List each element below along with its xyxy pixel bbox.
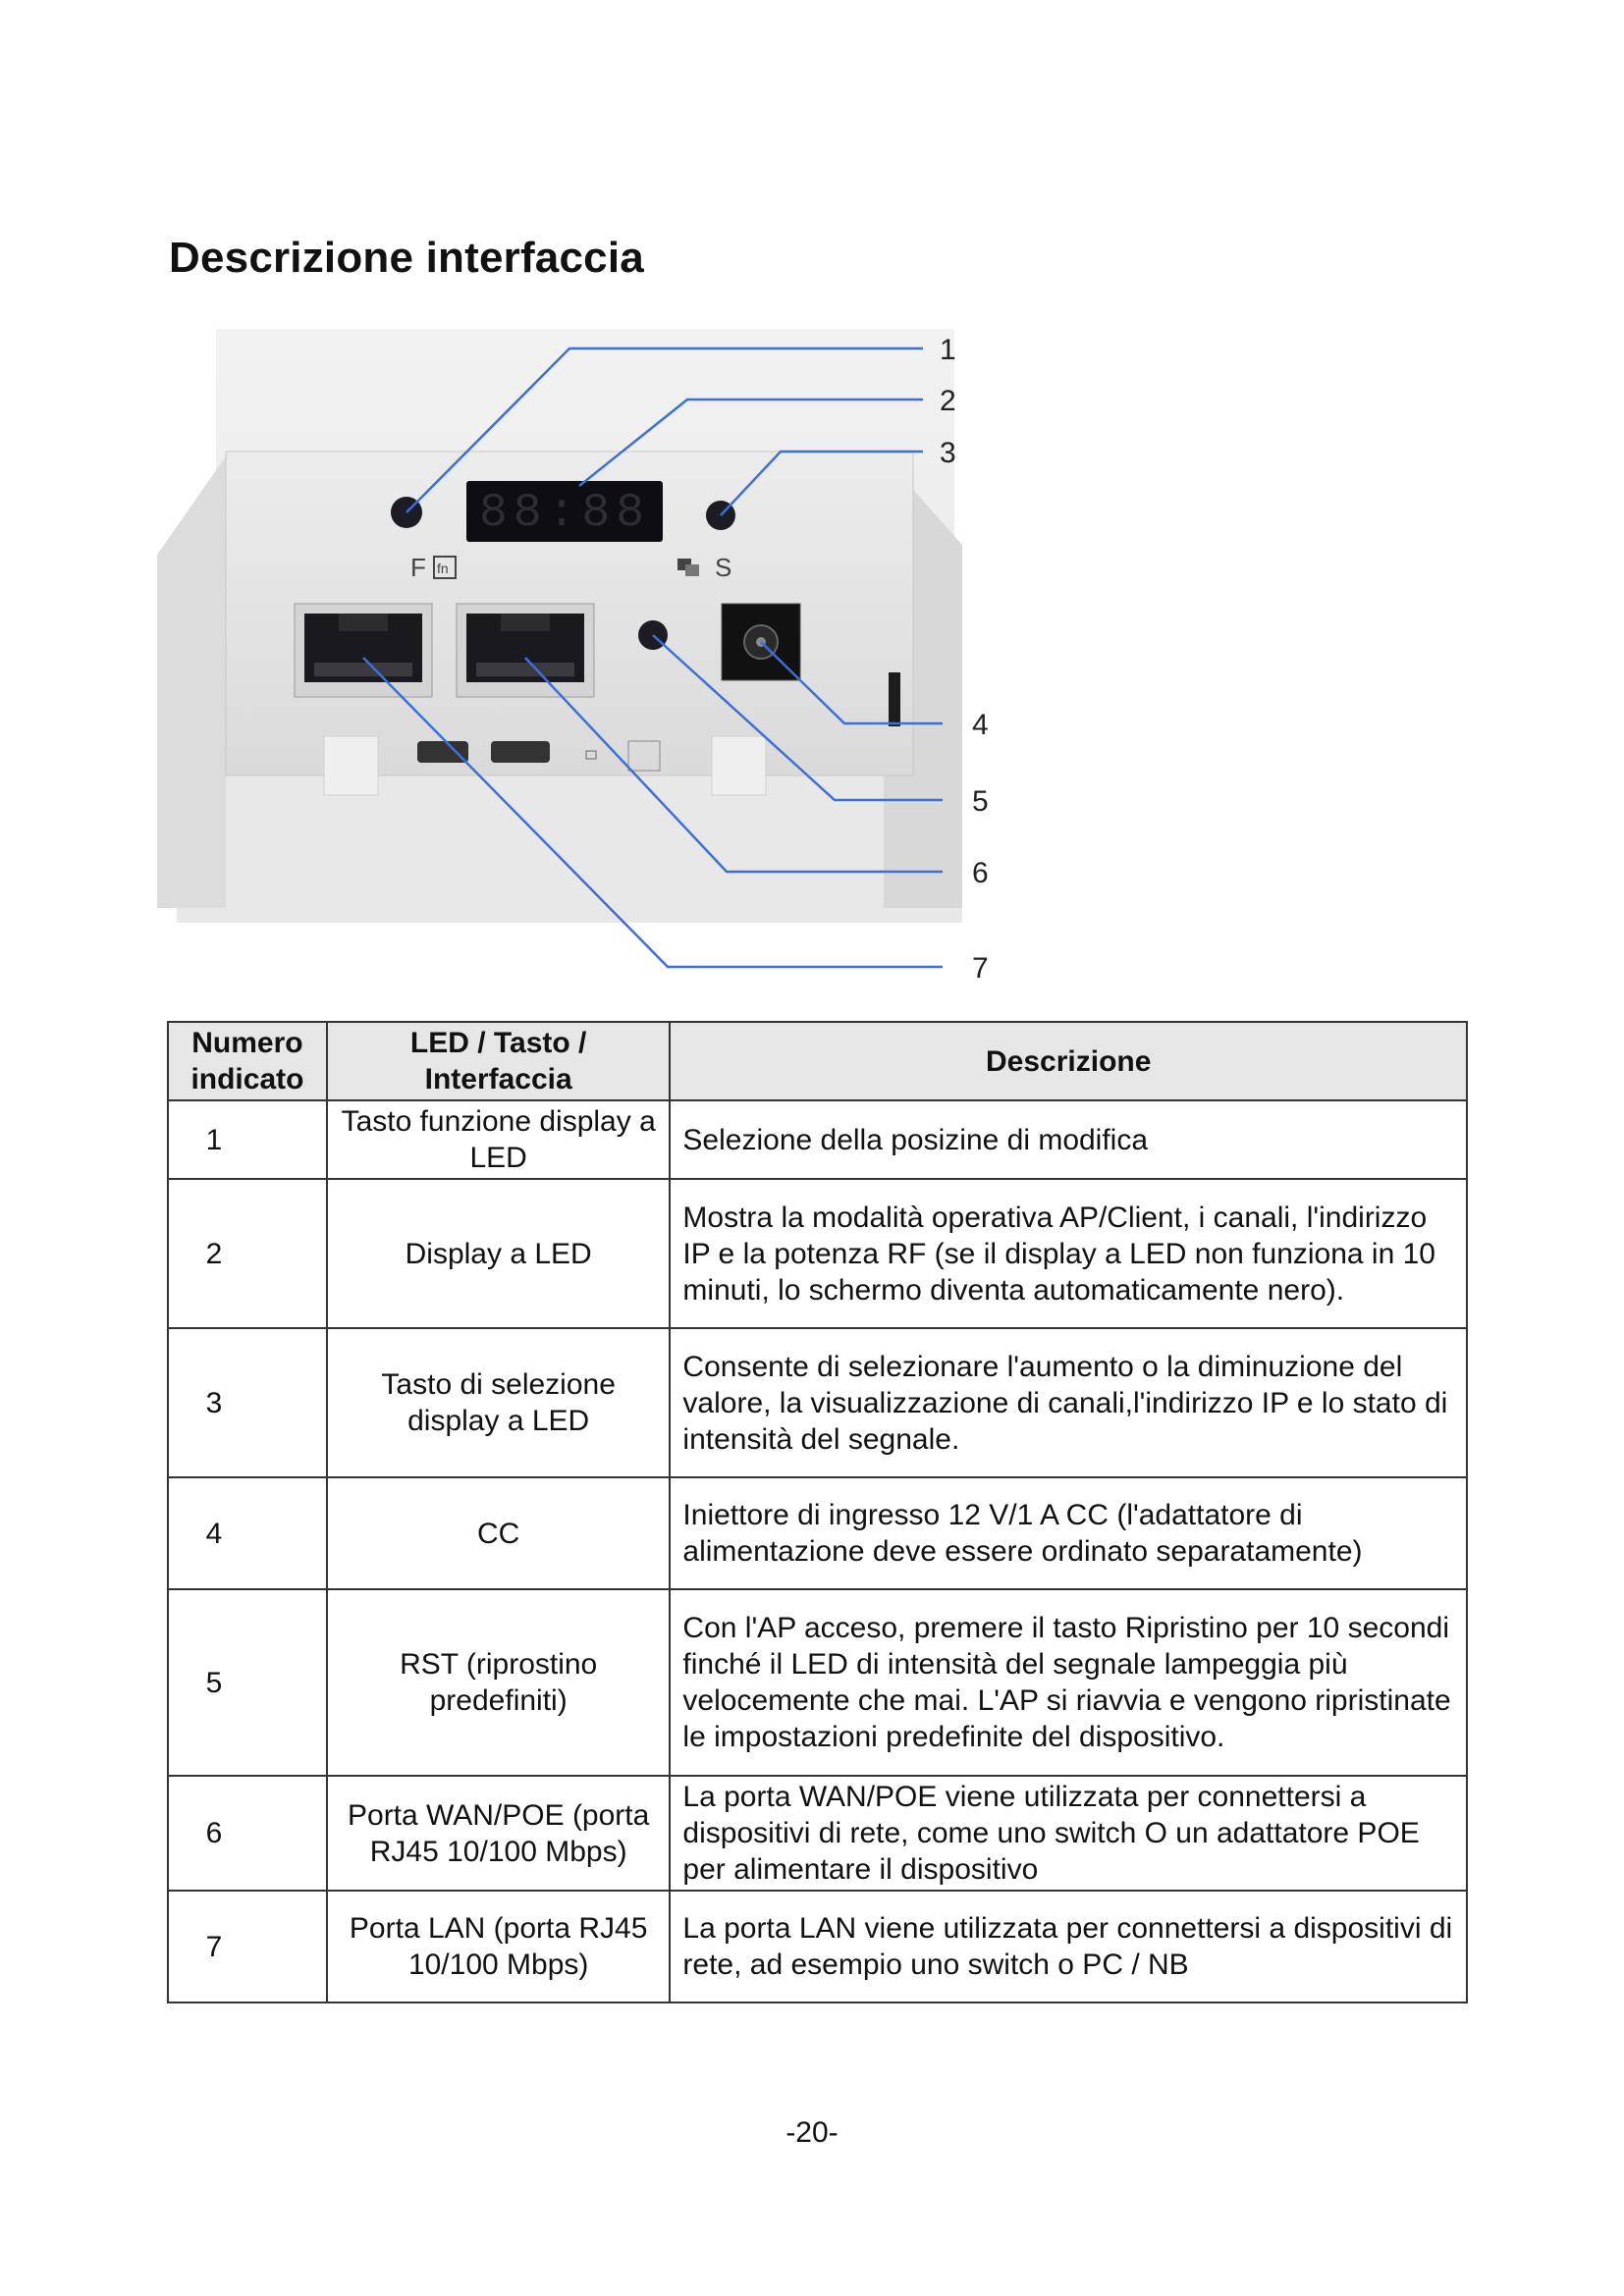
page-number: -20- <box>785 2116 839 2149</box>
row-number: 7 <box>168 1891 327 2002</box>
table-header-row <box>168 1022 1467 1100</box>
row-number: 4 <box>168 1477 327 1589</box>
row-item: Tasto funzione display a LED <box>327 1100 671 1179</box>
f-label: F <box>410 553 426 582</box>
row-item: Porta WAN/POE (porta RJ45 10/100 Mbps) <box>327 1776 671 1891</box>
row-description: Selezione della posizine di modifica <box>670 1100 1467 1179</box>
row-description: Consente di selezionare l'aumento o la diminuzione del valore, la visualizzazione di canali,l'indirizzo IP e lo stato di intensità del segnale. <box>670 1328 1467 1477</box>
row-item: Display a LED <box>327 1179 671 1328</box>
callout-4: 4 <box>972 709 989 741</box>
row-number: 5 <box>168 1589 327 1776</box>
row-number: 3 <box>168 1328 327 1477</box>
row-description: La porta LAN viene utilizzata per connettersi a dispositivi di rete, ad esempio uno switch o PC / NB <box>670 1891 1467 2002</box>
row-item: RST (riprostino predefiniti) <box>327 1589 671 1776</box>
callout-1: 1 <box>940 334 956 366</box>
callout-7: 7 <box>972 952 989 985</box>
row-item: Tasto di selezione display a LED <box>327 1328 671 1477</box>
device-photo <box>157 319 1021 1006</box>
row-number: 1 <box>168 1100 327 1179</box>
row-description: Con l'AP acceso, premere il tasto Ripristino per 10 secondi finché il LED di intensità del segnale lampeggia più velocemente che mai. L'AP si riavvia e vengono ripristinate le impostazioni predefinite del dispositivo. <box>670 1589 1467 1776</box>
row-description: La porta WAN/POE viene utilizzata per connettersi a dispositivi di rete, come uno switch O un adattatore POE per alimentare il dispositivo <box>670 1776 1467 1891</box>
interface-table <box>167 1021 1468 2003</box>
table-row <box>168 1100 1467 1179</box>
header-led-tasto: LED / Tasto / Interfaccia <box>327 1022 671 1100</box>
header-descrizione: Descrizione <box>670 1022 1467 1100</box>
table-row <box>168 1891 1467 2002</box>
fn-label: fn <box>437 561 449 576</box>
table-row <box>168 1328 1467 1477</box>
callout-3: 3 <box>940 437 956 469</box>
row-number: 6 <box>168 1776 327 1891</box>
page-title: Descrizione interfaccia <box>169 234 644 282</box>
led-display-digits: 88:88 <box>478 487 651 540</box>
device-figure <box>157 319 1021 1006</box>
row-description: Iniettore di ingresso 12 V/1 A CC (l'adattatore di alimentazione deve essere ordinato separatamente) <box>670 1477 1467 1589</box>
row-description: Mostra la modalità operativa AP/Client, i canali, l'indirizzo IP e la potenza RF (se il display a LED non funziona in 10 minuti, lo schermo diventa automaticamente nero). <box>670 1179 1467 1328</box>
table-row <box>168 1179 1467 1328</box>
row-item: Porta LAN (porta RJ45 10/100 Mbps) <box>327 1891 671 2002</box>
callout-5: 5 <box>972 785 989 818</box>
callout-2: 2 <box>940 385 956 417</box>
s-label: S <box>715 553 732 582</box>
callout-6: 6 <box>972 857 989 889</box>
table-row <box>168 1776 1467 1891</box>
row-item: CC <box>327 1477 671 1589</box>
table-row <box>168 1477 1467 1589</box>
header-numero: Numero indicato <box>168 1022 327 1100</box>
table-row <box>168 1589 1467 1776</box>
row-number: 2 <box>168 1179 327 1328</box>
